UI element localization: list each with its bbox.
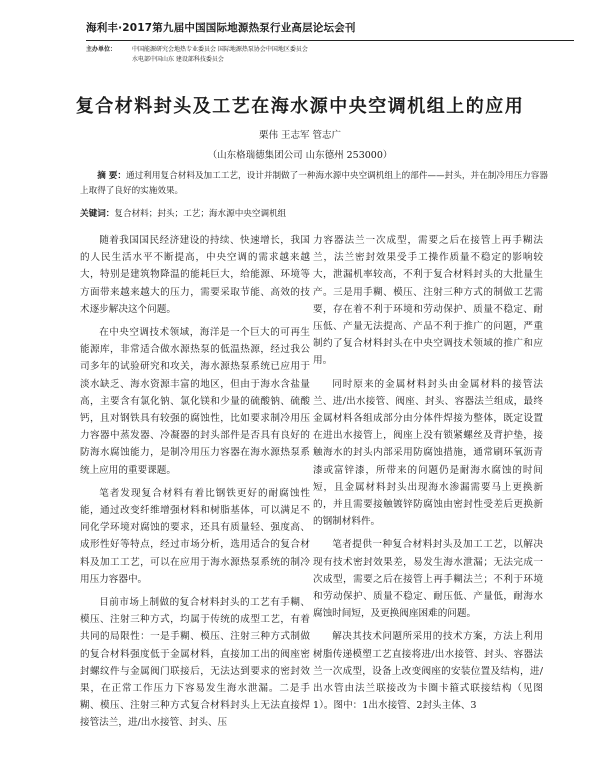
abstract-label: 摘 要： xyxy=(97,171,127,181)
abstract-text: 通过利用复合材料及加工工艺，设计并制做了一种海水源中央空调机组上的部件——封头，并在制冷用压力容器上取得了良好的实施效果。 xyxy=(80,171,548,196)
keywords-label: 关键词： xyxy=(80,209,115,219)
conference-series: 海利丰·2017第九届中国国际地源热泵行业高层论坛会刊 xyxy=(86,22,356,34)
organizer-lines xyxy=(132,45,574,65)
body-paragraph: 力容器法兰一次成型，需要之后在接管上再手糊法兰，法兰密封效果受手工操作质量不稳定的影响较大，泄漏机率较高，不利于复合材料封头的大批量生产。三是用手糊、模压、注射三种方式的制做工艺需要，存在着不利于环境和劳动保护、质量不稳定、耐压低、产量无法提高、产品不利于推广的问题，严重制约了复合材料封头在中央空调技术领域的推广和应用。 xyxy=(313,235,543,367)
body-column-left xyxy=(80,232,310,738)
affiliation: （山东格瑞德集团公司 山东德州 253000） xyxy=(207,150,393,161)
body-paragraph: 解决其技术问题所采用的技术方案，方法上利用树脂传递模塑工艺直接将进/出水接管、封头、容器法兰一次成型，设备上改变阀座的安装位置及结构，进/出水管由法兰联接改为卡圈卡箍式联接结构（见图1）。图中：1出水接管、2封头主体、3 xyxy=(313,631,543,712)
organizer-line: 中国能源研究会地热专业委员会 国际地源热泵协会中国地区委员会 xyxy=(132,46,308,53)
keywords xyxy=(80,207,548,222)
header-rule xyxy=(86,40,574,41)
paper-title: 复合材料封头及工艺在海水源中央空调机组上的应用 xyxy=(75,96,525,117)
organizer-label: 主办单位： xyxy=(86,46,117,53)
body-column-right xyxy=(313,232,543,720)
keywords-text: 复合材料；封头；工艺；海水源中央空调机组 xyxy=(114,209,287,219)
body-paragraph: 在中央空调技术领域，海洋是一个巨大的可再生能源库，非常适合做水源热泵的低温热源，经过我公司多年的试验研究和攻关，海水源热泵系统已应用于淡水缺乏、海水资源丰富的地区，但由于海水含盐量高，主要含有氯化钠、氯化镁和少量的硫酸钠、硫酸钙，且对钢铁具有较强的腐蚀性，比如要求制冷用压力容器中蒸发器、冷凝器的封头部件是否具有良好的防海水腐蚀能力，是制冷用压力容器在海水源热泵系统上应用的重要课题。 xyxy=(80,327,310,476)
page-header xyxy=(86,20,574,65)
body-paragraph: 随着我国国民经济建设的持续、快速增长，我国的人民生活水平不断提高，中央空调的需求越来越大，特别是建筑物降温的能耗巨大，给能源、环境等方面带来越来越大的压力，需要采取节能、高效的技术逐步解决这个问题。 xyxy=(80,235,310,315)
body-paragraph: 目前市场上制做的复合材料封头的工艺有手糊、模压、注射三种方式，均属于传统的成型工艺，有着共同的局限性：一是手糊、模压、注射三种方式制做的复合材料强度低于金属材料，直接加工出的阀座密封螺纹件与金属阀门联接后，无法达到要求的密封效果，在正常工作压力下容易发生海水泄漏。二是手糊、模压、注射三种方式复合材料封头上无法直接焊接管法兰，进/出水接管、封头、压 xyxy=(80,597,310,729)
body-paragraph: 笔者提供一种复合材料封头及加工工艺，以解决现有技术密封效果差，易发生海水泄漏；无法完成一次成型，需要之后在接管上再手糊法兰；不利于环境和劳动保护、质量不稳定、耐压低、产量低，耐海水腐蚀时间短，及更换阀座困难的问题。 xyxy=(313,539,543,620)
body-paragraph: 笔者发现复合材料有着比钢铁更好的耐腐蚀性能，通过改变纤维增强材料和树脂基体，可以满足不同化学环境对腐蚀的要求，还具有质量轻、强度高、成形性好等特点，经过市场分析，选用适合的复合材料及加工工艺，可以在应用于海水源热泵系统的制冷用压力容器中。 xyxy=(80,487,310,585)
organizer-block xyxy=(86,45,574,65)
body-paragraph: 同时原来的金属材料封头由金属材料的接管法兰、进/出水接管、阀座、封头、容器法兰组成，最终金属材料各组成部分由分体件焊接为整体，既定设置在进出水接管上，阀座上没有锁紧螺丝及背护垫，接触海水的封头内部采用防腐蚀措施，通常刷环氧沥青漆或富锌漆，所带来的问题仍是耐海水腐蚀的时间短，且金属材料封头出现海水渗漏需要马上更换新的，并且需要接触镀锌防腐蚀由密封性受差后更换新的钢制材料件。 xyxy=(313,378,543,528)
abstract xyxy=(80,169,548,199)
organizer-line: 水电部中国山东 建设部科技委员会 xyxy=(132,56,224,63)
authors: 栗伟 王志军 管志广 xyxy=(258,130,342,141)
